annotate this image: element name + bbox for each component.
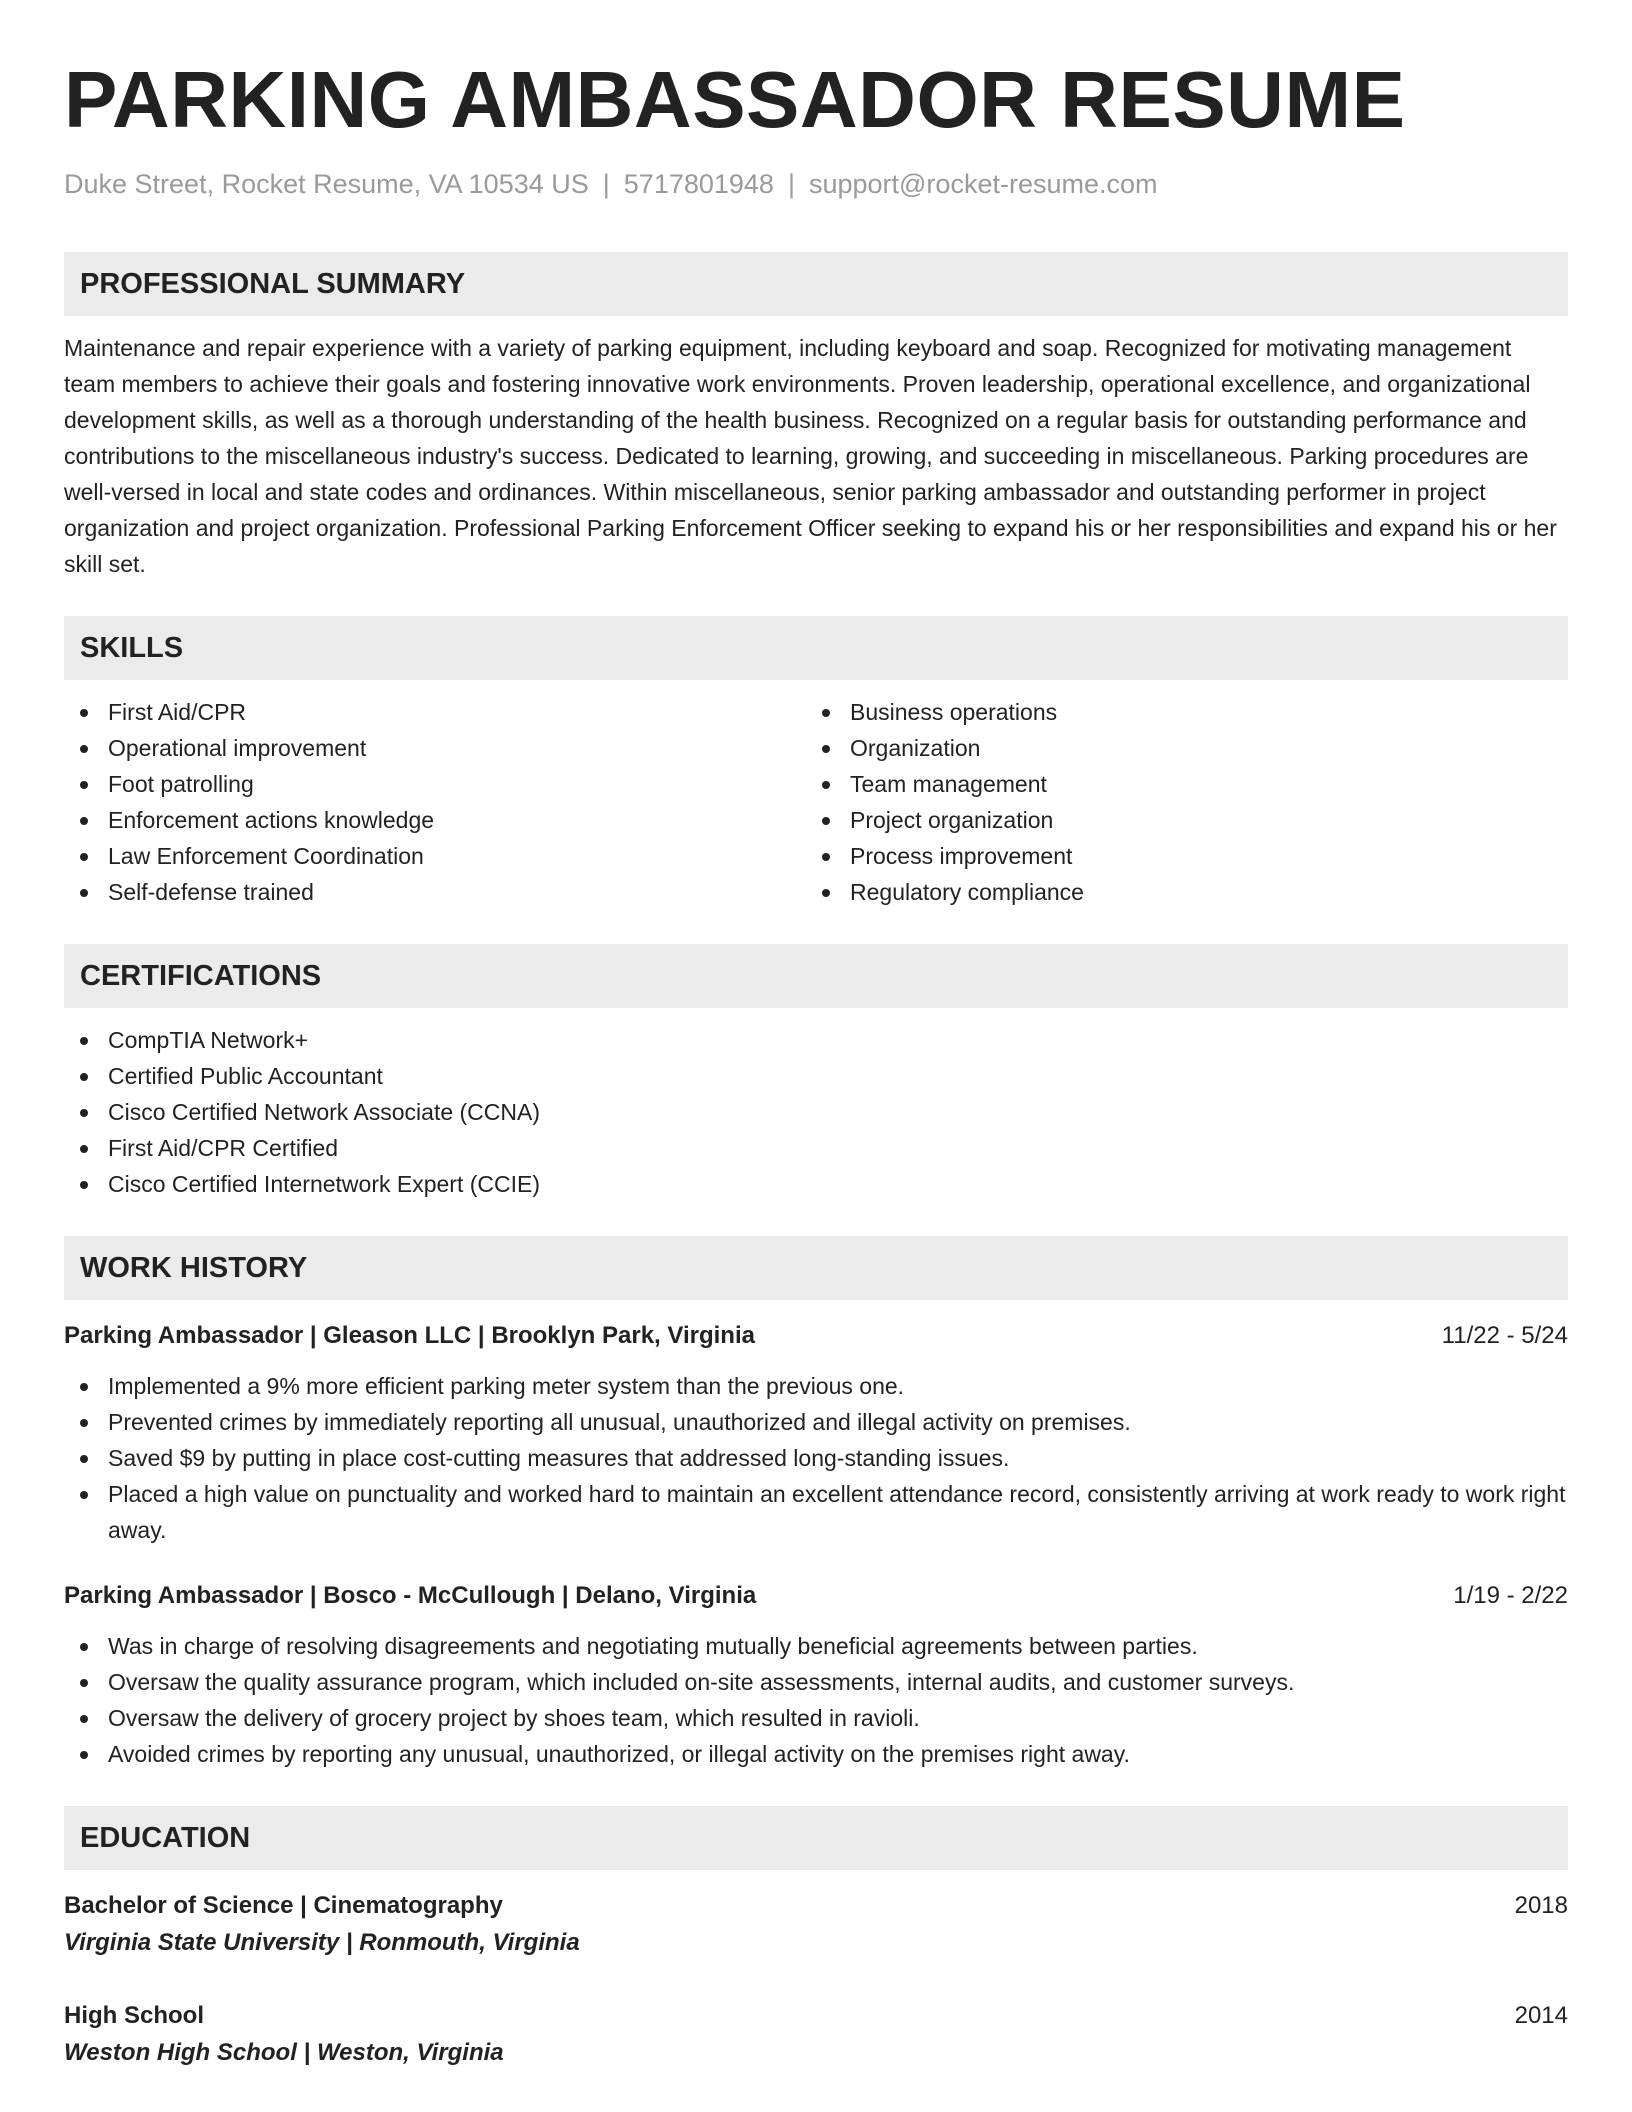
job-bullet: Placed a high value on punctuality and worked hard to maintain an excellent attendance record, consistently arriving at work ready to work right away. <box>64 1476 1568 1548</box>
summary-text: Maintenance and repair experience with a variety of parking equipment, including keyboard and soap. Recognized for motivating management team members to achieve their goals and fostering innovative work environments. Proven leadership, operational excellence, and organizational development skills, as well as a thorough understanding of the health business. Recognized on a regular basis for outstanding performance and contributions to the miscellaneous industry's success. Dedicated to learning, growing, and succeeding in miscellaneous. Parking procedures are well-versed in local and state codes and ordinances. Within miscellaneous, senior parking ambassador and outstanding performer in project organization and project organization. Professional Parking Enforcement Officer seeking to expand his or her responsibilities and expand his or her skill set. <box>64 335 1557 577</box>
bullet-dot <box>822 781 830 789</box>
job-title: Parking Ambassador | Bosco - McCullough | Delano, Virginia <box>64 1582 757 1609</box>
education-entry <box>64 1998 1568 2072</box>
job-bullet: Oversaw the quality assurance program, which included on-site assessments, internal audits, and customer surveys. <box>64 1664 1568 1700</box>
bullet-dot <box>80 1073 88 1081</box>
job-header <box>64 1578 1568 1614</box>
skill-item: Business operations <box>806 694 1548 730</box>
skill-item: Operational improvement <box>64 730 806 766</box>
contact-phone: 5717801948 <box>623 169 774 199</box>
skill-item: Foot patrolling <box>64 766 806 802</box>
bullet-dot <box>80 1643 88 1651</box>
education-year: 2018 <box>1514 1892 1568 1919</box>
skills-grid <box>64 694 1568 910</box>
bullet-dot <box>80 1383 88 1391</box>
bullet-dot <box>822 709 830 717</box>
skill-item: Team management <box>806 766 1548 802</box>
bullet-dot <box>822 817 830 825</box>
job-dates: 1/19 - 2/22 <box>1453 1582 1568 1609</box>
contact-email: support@rocket-resume.com <box>808 169 1158 199</box>
job-title: Parking Ambassador | Gleason LLC | Brooklyn Park, Virginia <box>64 1322 755 1349</box>
skill-item: Organization <box>806 730 1548 766</box>
job-bullet: Implemented a 9% more efficient parking meter system than the previous one. <box>64 1368 1568 1404</box>
skill-item: Law Enforcement Coordination <box>64 838 806 874</box>
education-school: Weston High School | Weston, Virginia <box>64 2039 504 2066</box>
job-bullets <box>64 1628 1568 1772</box>
section-heading-summary: PROFESSIONAL SUMMARY <box>64 252 1568 316</box>
contact-line <box>64 166 1568 202</box>
section-heading-certifications: CERTIFICATIONS <box>64 944 1568 1008</box>
resume-title: PARKING AMBASSADOR RESUME <box>64 55 1406 144</box>
education-degree: Bachelor of Science | Cinematography <box>64 1892 503 1919</box>
contact-separator: | <box>787 169 795 199</box>
job-bullet: Oversaw the delivery of grocery project by shoes team, which resulted in ravioli. <box>64 1700 1568 1736</box>
bullet-dot <box>80 781 88 789</box>
certifications-list <box>64 1022 1568 1202</box>
bullet-dot <box>80 1715 88 1723</box>
job-bullet: Prevented crimes by immediately reporting all unusual, unauthorized and illegal activity on premises. <box>64 1404 1568 1440</box>
bullet-dot <box>80 745 88 753</box>
skills-list-left <box>64 694 806 910</box>
skills-list-right <box>806 694 1548 910</box>
job-bullet: Was in charge of resolving disagreements and negotiating mutually beneficial agreements between parties. <box>64 1628 1568 1664</box>
skill-item: Process improvement <box>806 838 1548 874</box>
skill-item: First Aid/CPR <box>64 694 806 730</box>
job-dates: 11/22 - 5/24 <box>1441 1322 1568 1349</box>
education-year: 2014 <box>1514 2002 1568 2029</box>
section-heading-work-history: WORK HISTORY <box>64 1236 1568 1300</box>
certification-item: Cisco Certified Internetwork Expert (CCIE) <box>64 1166 1568 1202</box>
bullet-dot <box>822 853 830 861</box>
bullet-dot <box>822 889 830 897</box>
bullet-dot <box>80 889 88 897</box>
job-header <box>64 1318 1568 1354</box>
bullet-dot <box>80 1109 88 1117</box>
bullet-dot <box>80 1751 88 1759</box>
skill-item: Project organization <box>806 802 1548 838</box>
bullet-dot <box>80 1679 88 1687</box>
job-bullet: Avoided crimes by reporting any unusual, unauthorized, or illegal activity on the premises right away. <box>64 1736 1568 1772</box>
bullet-dot <box>80 1181 88 1189</box>
contact-separator: | <box>602 169 610 199</box>
education-degree: High School <box>64 2002 204 2029</box>
education-header <box>64 1998 1568 2034</box>
resume-page <box>64 50 1568 2072</box>
job-bullets <box>64 1368 1568 1548</box>
bullet-dot <box>80 853 88 861</box>
bullet-dot <box>822 745 830 753</box>
bullet-dot <box>80 1145 88 1153</box>
contact-address: Duke Street, Rocket Resume, VA 10534 US <box>64 169 589 199</box>
skill-item: Regulatory compliance <box>806 874 1548 910</box>
section-heading-education: EDUCATION <box>64 1806 1568 1870</box>
bullet-dot <box>80 1491 88 1499</box>
job-entry <box>64 1578 1568 1772</box>
section-heading-skills: SKILLS <box>64 616 1568 680</box>
certification-item: First Aid/CPR Certified <box>64 1130 1568 1166</box>
education-school: Virginia State University | Ronmouth, Virginia <box>64 1929 580 1956</box>
bullet-dot <box>80 1455 88 1463</box>
job-entry <box>64 1318 1568 1548</box>
skill-item: Enforcement actions knowledge <box>64 802 806 838</box>
certification-item: Cisco Certified Network Associate (CCNA) <box>64 1094 1568 1130</box>
bullet-dot <box>80 1037 88 1045</box>
education-entry <box>64 1888 1568 1962</box>
bullet-dot <box>80 709 88 717</box>
bullet-dot <box>80 817 88 825</box>
job-bullet: Saved $9 by putting in place cost-cutting measures that addressed long-standing issues. <box>64 1440 1568 1476</box>
certification-item: Certified Public Accountant <box>64 1058 1568 1094</box>
education-header <box>64 1888 1568 1924</box>
certification-item: CompTIA Network+ <box>64 1022 1568 1058</box>
skill-item: Self-defense trained <box>64 874 806 910</box>
bullet-dot <box>80 1419 88 1427</box>
